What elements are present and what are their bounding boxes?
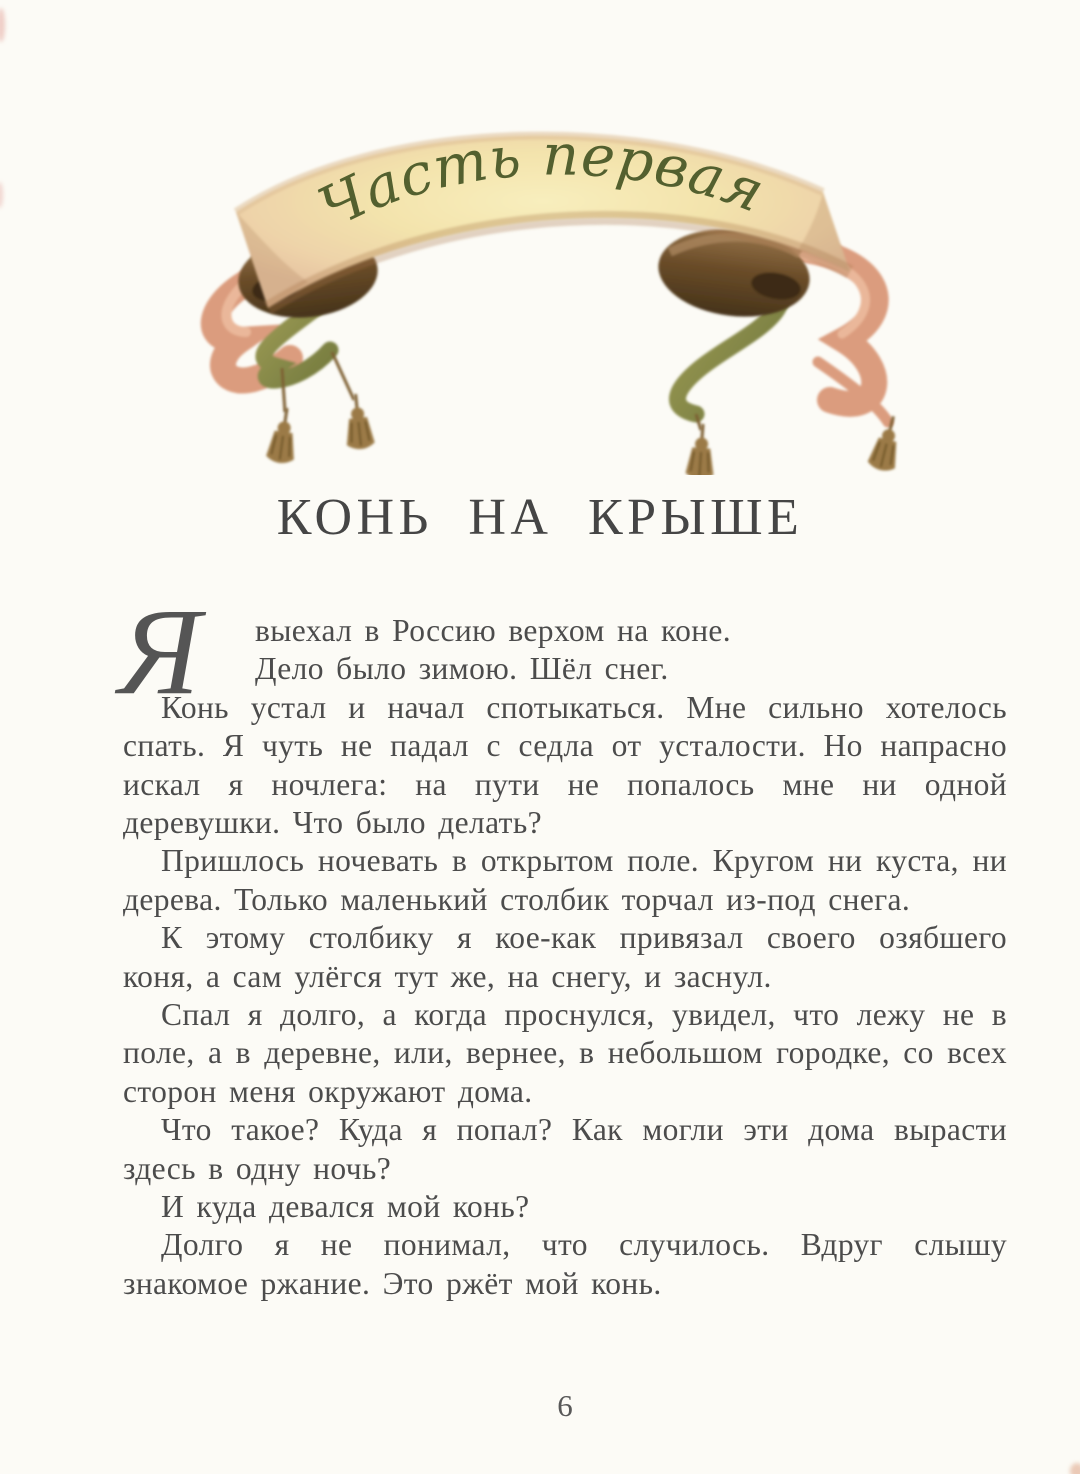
part-banner-illustration	[178, 100, 906, 475]
body-paragraph: К этому столбику я кое-как привязал своего озябшего коня, а сам улёгся тут же, на снегу, и заснул.	[123, 920, 1007, 994]
body-paragraph: Конь устал и начал спотыкаться. Мне сильно хотелось спать. Я чуть не падал с седла от усталости. Но напрасно искал я ночлега: на пути не попалось мне ни одной деревушки. Что было делать?	[123, 689, 1007, 840]
story-text	[119, 583, 1007, 1303]
chapter-title: КОНЬ НА КРЫШЕ	[276, 489, 804, 546]
body-paragraph: Пришлось ночевать в открытом поле. Кругом ни куста, ни дерева. Только маленький столбик торчал из-под снега.	[123, 843, 1007, 917]
drop-cap: Я	[119, 583, 201, 720]
opening-paragraph	[255, 612, 1007, 689]
tassel-icon	[265, 393, 906, 475]
opening-line: Дело было зимою. Шёл снег.	[255, 651, 669, 687]
body-paragraph: Спал я долго, а когда проснулся, увидел, что лежу не в поле, а в деревне, или, вернее, в небольшом городке, со всех сторон меня окружают дома.	[123, 997, 1007, 1109]
page-number: 6	[557, 1388, 573, 1423]
opening-line: выехал в Россию верхом на коне.	[255, 613, 732, 648]
body-paragraph: Долго я не понимал, что случилось. Вдруг слышу знакомое ржание. Это ржёт мой конь.	[123, 1227, 1007, 1301]
scan-artifact	[1070, 1463, 1080, 1474]
scan-artifact	[0, 182, 3, 208]
scan-artifact	[0, 8, 5, 42]
body-paragraph: И куда девался мой конь?	[161, 1189, 530, 1225]
body-paragraph: Что такое? Куда я попал? Как могли эти дома вырасти здесь в одну ночь?	[123, 1112, 1007, 1186]
part-banner-label: Часть первая	[309, 122, 774, 242]
